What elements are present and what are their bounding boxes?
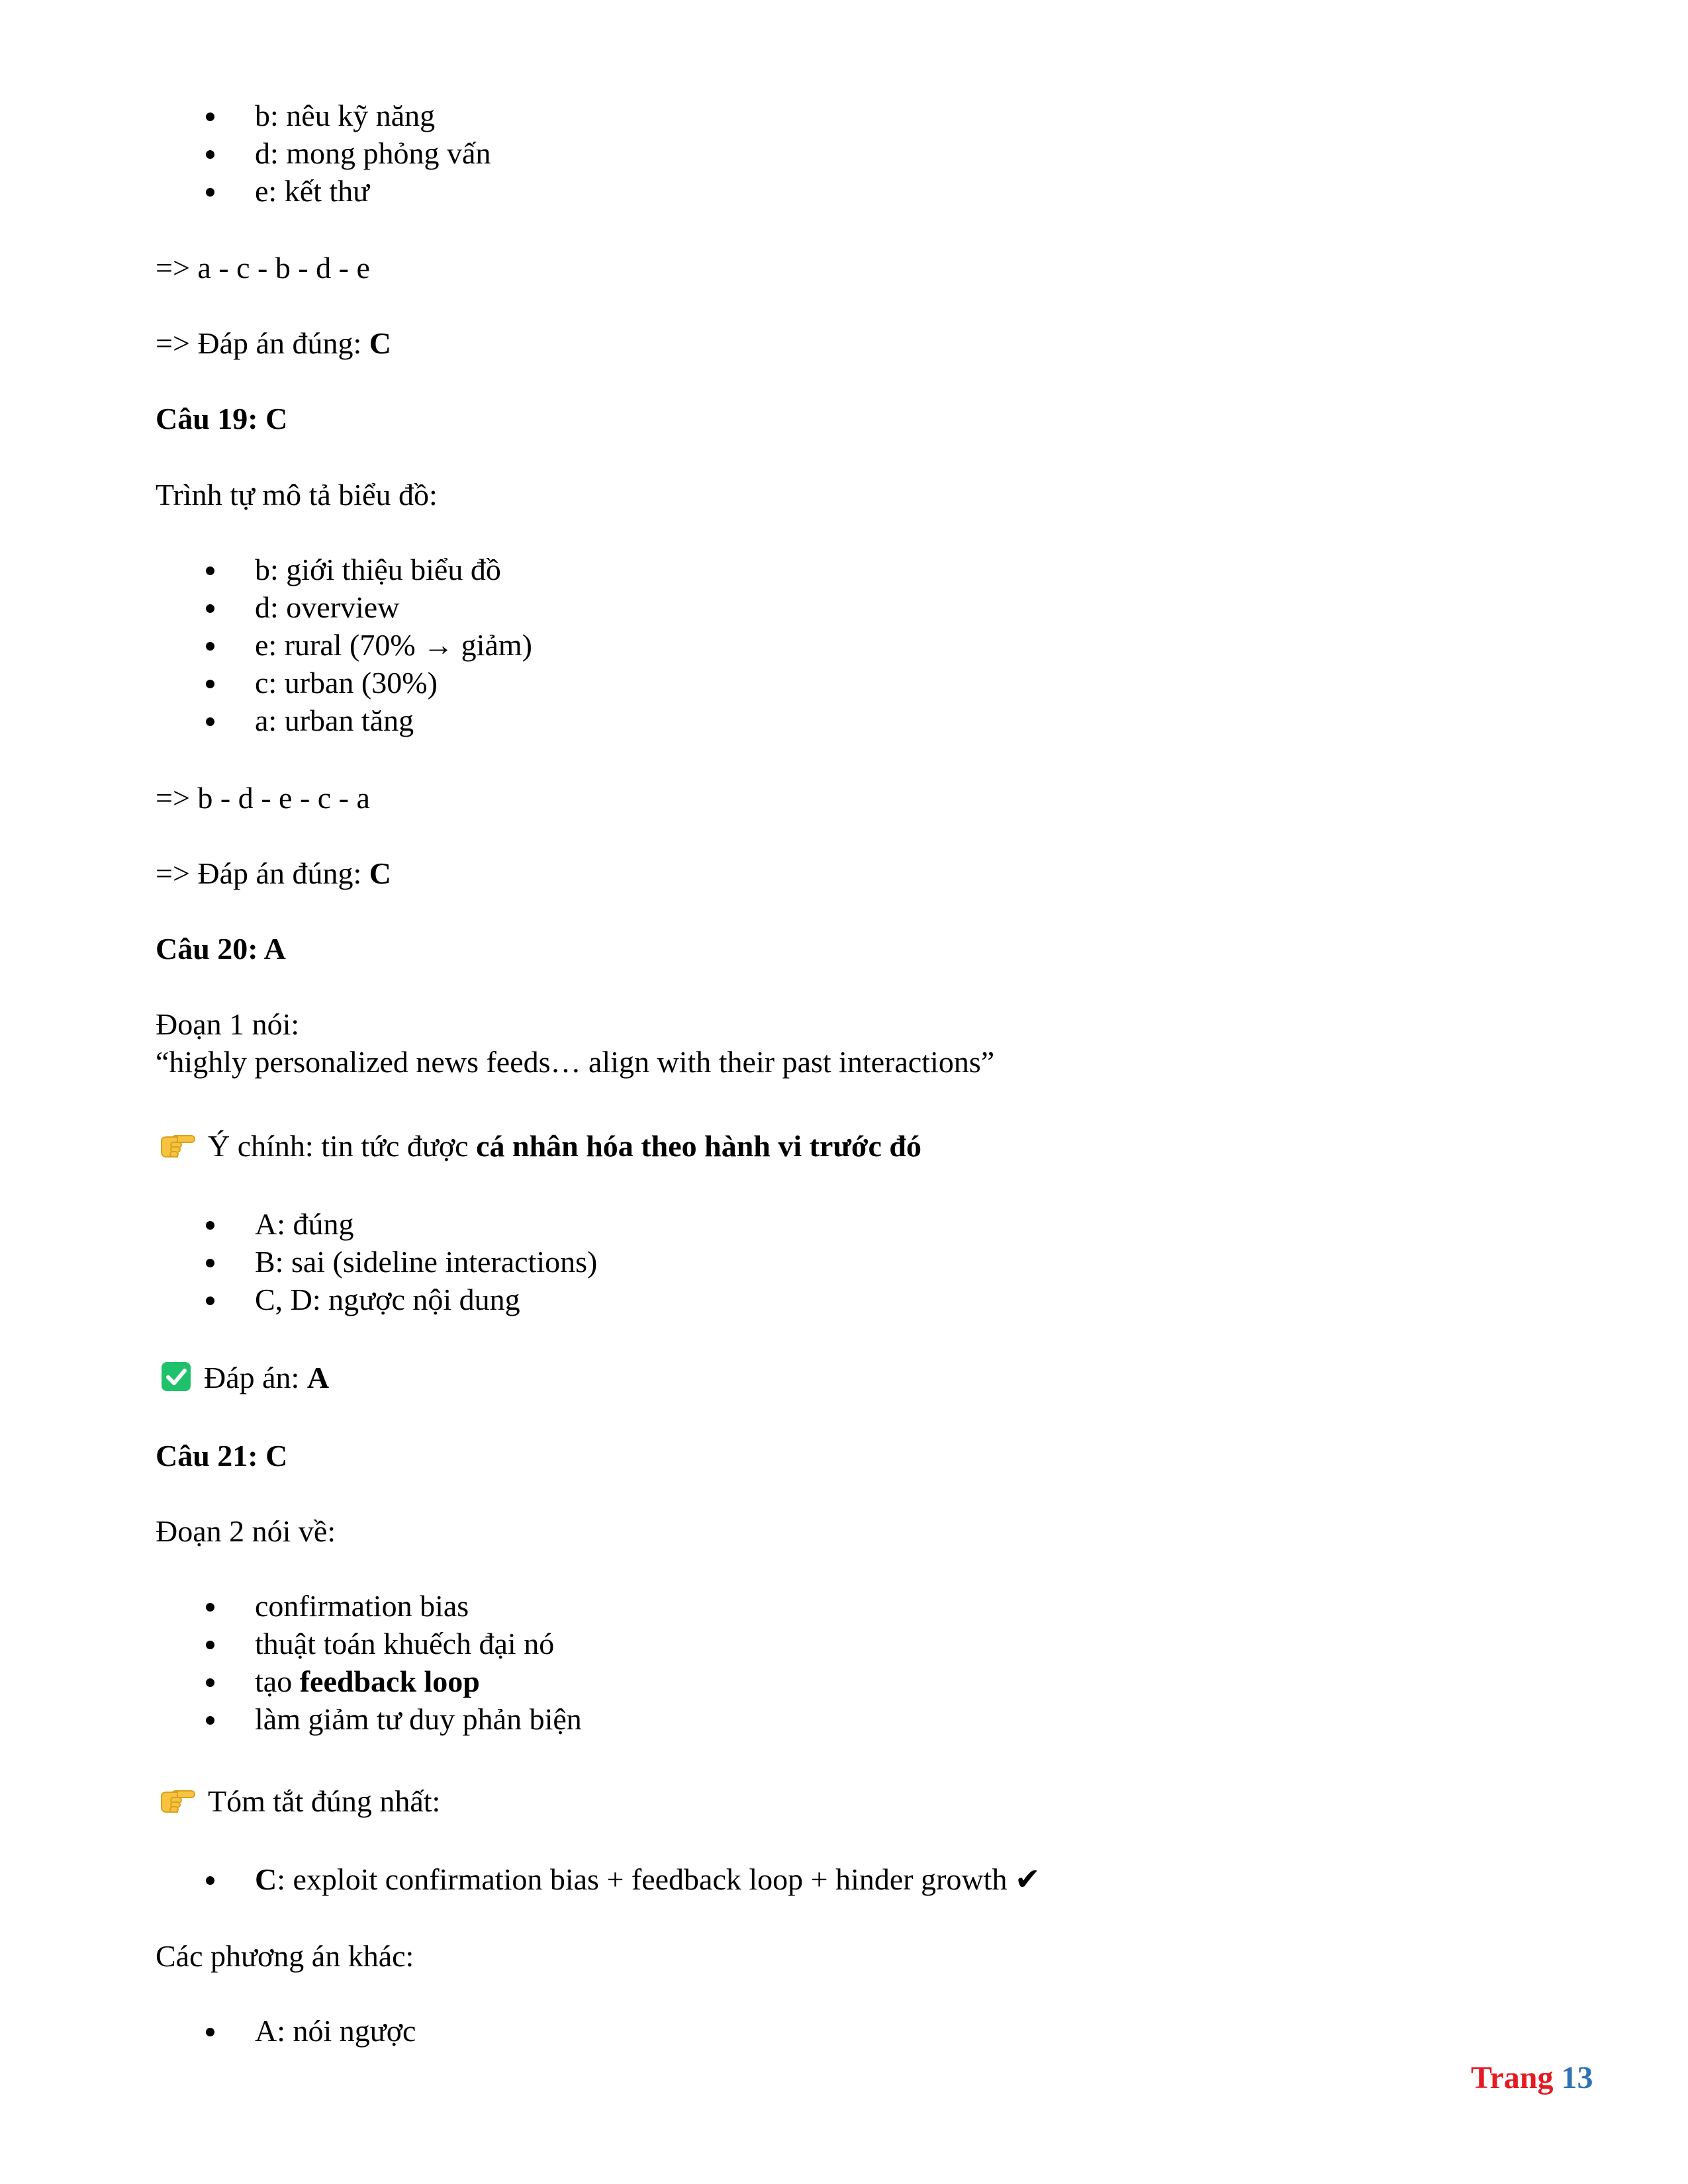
list-item: tạo feedback loop xyxy=(156,1662,582,1700)
q18-answer: => Đáp án đúng: C xyxy=(156,326,391,360)
q19-list xyxy=(156,551,532,739)
list-item: e: kết thư xyxy=(156,172,491,210)
list-item: d: overview xyxy=(156,588,532,626)
q21-others-intro: Các phương án khác: xyxy=(156,1939,414,1973)
list-item: d: mong phỏng vấn xyxy=(156,134,491,172)
q19-sequence: => b - d - e - c - a xyxy=(156,781,370,815)
q19-intro: Trình tự mô tả biểu đồ: xyxy=(156,478,438,512)
check-mark-icon xyxy=(160,1361,192,1401)
q19-answer: => Đáp án đúng: C xyxy=(156,856,391,890)
q21-others-list xyxy=(156,2012,416,2050)
q20-heading: Câu 20: A xyxy=(156,932,286,966)
list-item: làm giảm tư duy phản biện xyxy=(156,1700,582,1738)
list-item: a: urban tăng xyxy=(156,702,532,739)
q20-answer: Đáp án: A xyxy=(160,1359,329,1401)
list-item: C, D: ngược nội dung xyxy=(156,1281,597,1318)
page-number-value: 13 xyxy=(1561,2060,1593,2095)
list-item: A: đúng xyxy=(156,1205,597,1243)
list-item: b: nêu kỹ năng xyxy=(156,97,491,134)
q21-heading: Câu 21: C xyxy=(156,1439,288,1473)
pointing-hand-icon xyxy=(159,1786,196,1823)
list-item: C: exploit confirmation bias + feedback loop + hinder growth ✔ xyxy=(156,1860,1041,1898)
q18-sequence: => a - c - b - d - e xyxy=(156,251,370,285)
q21-intro: Đoạn 2 nói về: xyxy=(156,1514,336,1548)
q20-main-idea: Ý chính: tin tức được cá nhân hóa theo hành vi trước đó xyxy=(159,1128,921,1168)
list-item: confirmation bias xyxy=(156,1587,582,1625)
q21-summary: Tóm tắt đúng nhất: xyxy=(159,1783,440,1823)
page-label: Trang xyxy=(1471,2060,1554,2095)
q21-best-list xyxy=(156,1860,1041,1898)
list-item: b: giới thiệu biểu đồ xyxy=(156,551,532,588)
pointing-hand-icon xyxy=(159,1130,196,1168)
page-number xyxy=(1471,2060,1593,2096)
list-item: A: nói ngược xyxy=(156,2012,416,2050)
q20-options-list xyxy=(156,1205,597,1318)
q18-list xyxy=(156,97,491,210)
list-item: c: urban (30%) xyxy=(156,664,532,702)
list-item: e: rural (70% → giảm) xyxy=(156,626,532,664)
q20-quote: “highly personalized news feeds… align with their past interactions” xyxy=(156,1045,995,1079)
q20-intro: Đoạn 1 nói: xyxy=(156,1007,300,1041)
list-item: thuật toán khuếch đại nó xyxy=(156,1625,582,1662)
q19-heading: Câu 19: C xyxy=(156,402,288,435)
list-item: B: sai (sideline interactions) xyxy=(156,1243,597,1281)
q21-list xyxy=(156,1587,582,1738)
